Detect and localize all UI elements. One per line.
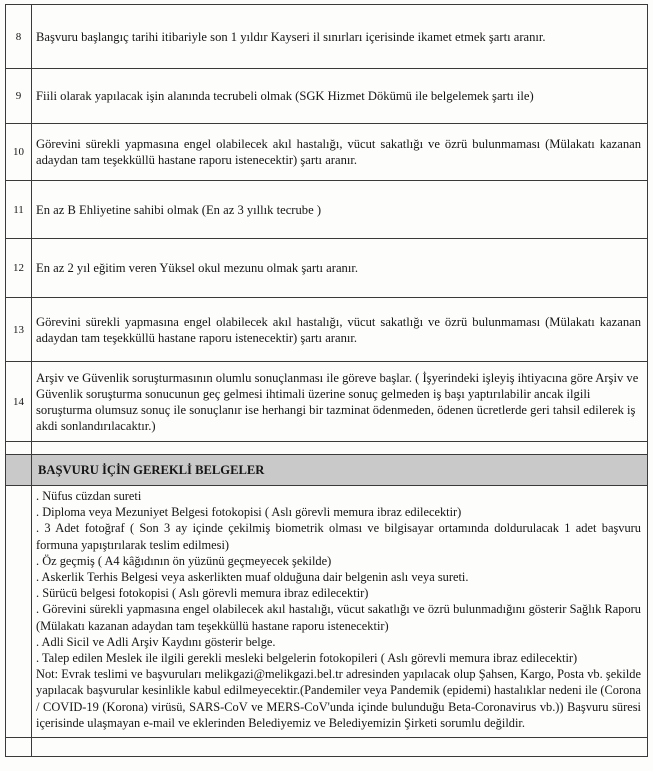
section-title-cell — [32, 455, 648, 486]
table-row — [6, 5, 648, 69]
empty-cell — [6, 486, 32, 738]
empty-cell — [32, 738, 648, 757]
list-item: . 3 Adet fotoğraf ( Son 3 ay içinde çekilmiş biometrik olması ve bilgisayar ortamında doldurulacak 1 adet başvuru formuna yapıştırılarak teslim edilmesi) — [36, 521, 641, 552]
row-text: Fiili olarak yapılacak işin alanında tecrubeli olmak (SGK Hizmet Dökümü ile belgelemek şartı ile) — [32, 69, 648, 124]
empty-cell — [6, 738, 32, 757]
list-item: . Öz geçmiş ( A4 kâğıdının ön yüzünü geçmeyecek şekilde) — [36, 553, 332, 568]
section-number-cell — [6, 455, 32, 486]
list-item: . Diploma veya Mezuniyet Belgesi fotokopisi ( Aslı görevli memura ibraz edilecektir) — [36, 505, 462, 520]
spacer-row — [6, 442, 648, 455]
row-text: En az 2 yıl eğitim veren Yüksel okul mezunu olmak şartı aranır. — [32, 239, 648, 298]
row-number: 12 — [6, 239, 32, 298]
requirements-table — [5, 4, 648, 757]
table-row — [6, 181, 648, 239]
documents-row — [6, 486, 648, 738]
section-header-row — [6, 455, 648, 486]
note-text: Not: Evrak teslimi ve başvuruları melikgazi@melikgazi.bel.tr adresinden yapılacak olup Şahsen, Kargo, Posta vb. şekilde yapılacak başvurular kesinlikle kabul edilmeyecektir.(Pandemiler veya Pandemik (epidemi) hastalıklar nedeni ile (Corona / COVID-19 (Korona) virüsü, SARS-CoV ve MERS-CoV'unda içinde bulunduğu Beta-Coronavirus vb.)) Başvuru süresi içerisinde ulaşmayan e-mail ve eklerinden Belediyemiz ve Belediyemizin Şirketi sorumlu değildir. — [36, 667, 641, 730]
documents-list — [32, 486, 648, 738]
row-text: Arşiv ve Güvenlik soruşturmasının olumlu sonuçlanması ile göreve başlar. ( İşyerindeki işleyiş ihtiyacına göre Arşiv ve Güvenlik soruşturma sonucunun geç gelmesi ihtimali üzerine sonuç gelmeden iş başı yaptırılabilir ancak ilgili soruşturma olumsuz sonuç ile sonuçlanır ise herhangi bir tazminat ödenmeden, ödenen ücretlerde geri tahsil edilerek iş akdi sonlandırılacaktır.) — [32, 362, 648, 442]
empty-cell — [32, 442, 648, 455]
list-item: . Talep edilen Meslek ile ilgili gerekli mesleki belgelerin fotokopileri ( Aslı görevli memura ibraz edilecektir) — [36, 651, 578, 666]
row-number: 11 — [6, 181, 32, 239]
list-item: . Sürücü belgesi fotokopisi ( Aslı görevli memura ibraz edilecektir) — [36, 586, 369, 601]
row-number: 13 — [6, 298, 32, 362]
row-number: 14 — [6, 362, 32, 442]
row-text: Görevini sürekli yapmasına engel olabilecek akıl hastalığı, vücut sakatlığı ve özrü bulunmaması (Mülakatı kazanan adaydan tam teşekküllü hastane raporu istenecektir) şartı aranır. — [32, 124, 648, 181]
list-item: . Nüfus cüzdan sureti — [36, 489, 142, 503]
list-item: . Adli Sicil ve Adli Arşiv Kaydını gösterir belge. — [36, 634, 276, 649]
table-row — [6, 298, 648, 362]
table-row — [6, 69, 648, 124]
table-row — [6, 362, 648, 442]
empty-cell — [6, 442, 32, 455]
row-number: 9 — [6, 69, 32, 124]
table-row — [6, 124, 648, 181]
row-number: 10 — [6, 124, 32, 181]
table-row — [6, 239, 648, 298]
list-item: . Görevini sürekli yapmasına engel olabilecek akıl hastalığı, vücut sakatlığı ve özrü bulunmadığını gösterir Sağlık Raporu (Mülakatı kazanan adaydan tam teşekküllü hastane raporu istenecektir) — [36, 602, 641, 633]
row-text: Başvuru başlangıç tarihi itibariyle son 1 yıldır Kayseri il sınırları içerisinde ikamet etmek şartı aranır. — [32, 5, 648, 69]
spacer-row — [6, 738, 648, 757]
section-title: BAŞVURU İÇİN GEREKLİ BELGELER — [38, 463, 265, 477]
row-text: Görevini sürekli yapmasına engel olabilecek akıl hastalığı, vücut sakatlığı ve özrü bulunmaması (Mülakatı kazanan adaydan tam teşekküllü hastane raporu istenecektir) şartı aranır. — [32, 298, 648, 362]
list-item: . Askerlik Terhis Belgesi veya askerlikten muaf olduğuna dair belgenin aslı veya sureti. — [36, 570, 469, 585]
row-number: 8 — [6, 5, 32, 69]
row-text: En az B Ehliyetine sahibi olmak (En az 3 yıllık tecrube ) — [32, 181, 648, 239]
